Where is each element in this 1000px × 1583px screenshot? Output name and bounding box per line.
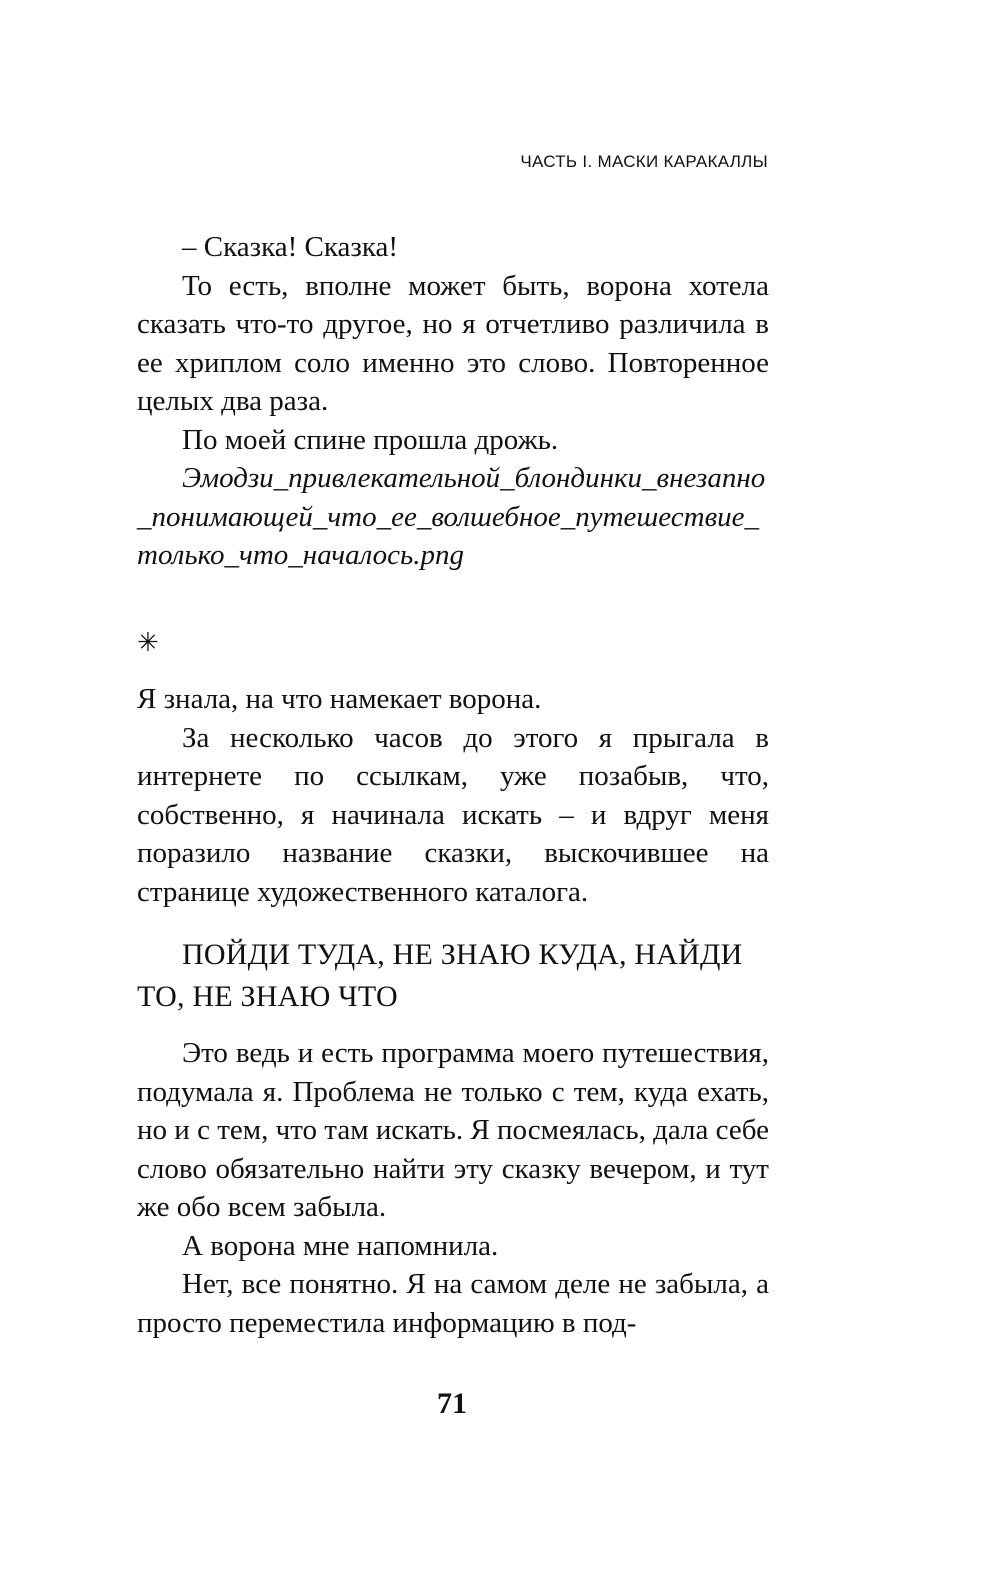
emoji-caption-block	[137, 459, 769, 575]
paragraph-not-forgot: Нет, все понятно. Я на самом деле не забыла, а просто переместила информацию в под-	[137, 1268, 769, 1339]
running-head: ЧАСТЬ I. МАСКИ КАРАКАЛЛЫ	[520, 152, 768, 171]
paragraph-knew-hint: Я знала, на что намекает ворона.	[137, 683, 542, 715]
fairy-tale-title-line1: ПОЙДИ ТУДА, НЕ ЗНАЮ КУДА, НАЙДИ	[182, 938, 743, 971]
paragraph-internet-links: За несколько часов до этого я прыгала в интернете по ссылкам, уже позабыв, что, собственно, я начинала искать – и вдруг меня поразило название сказки, выскочившее на странице художественного каталога.	[137, 721, 769, 908]
paragraph-shiver: По моей спине прошла дрожь.	[182, 423, 559, 456]
bottom-text-block	[137, 1034, 769, 1342]
emoji-caption: Эмодзи_привлекательной_блондинки_внезапно_понимающей_что_ее_волшебное_путешествие_только_что_началось.png	[137, 462, 766, 571]
fairy-tale-title-line2: ТО, НЕ ЗНАЮ ЧТО	[137, 980, 398, 1013]
page-number: 71	[437, 1387, 467, 1420]
paragraph-crow-said: То есть, вполне может быть, ворона хотела сказать что-то другое, но я отчетливо различила в ее хриплом соло именно это слово. Повторенное целых два раза.	[137, 269, 769, 417]
section-separator-icon: ✳	[137, 628, 159, 658]
top-text-block	[137, 228, 769, 459]
middle-text-block	[137, 680, 769, 911]
paragraph-exclamation: – Сказка! Сказка!	[182, 231, 398, 263]
paragraph-crow-reminded: А ворона мне напомнила.	[182, 1229, 499, 1262]
paragraph-travel-program: Это ведь и есть программа моего путешествия, подумала я. Проблема не только с тем, куда ехать, но и с тем, что там искать. Я посмеялась, дала себе слово обязательно найти эту сказку вечером, и тут же обо всем забыла.	[137, 1037, 769, 1223]
